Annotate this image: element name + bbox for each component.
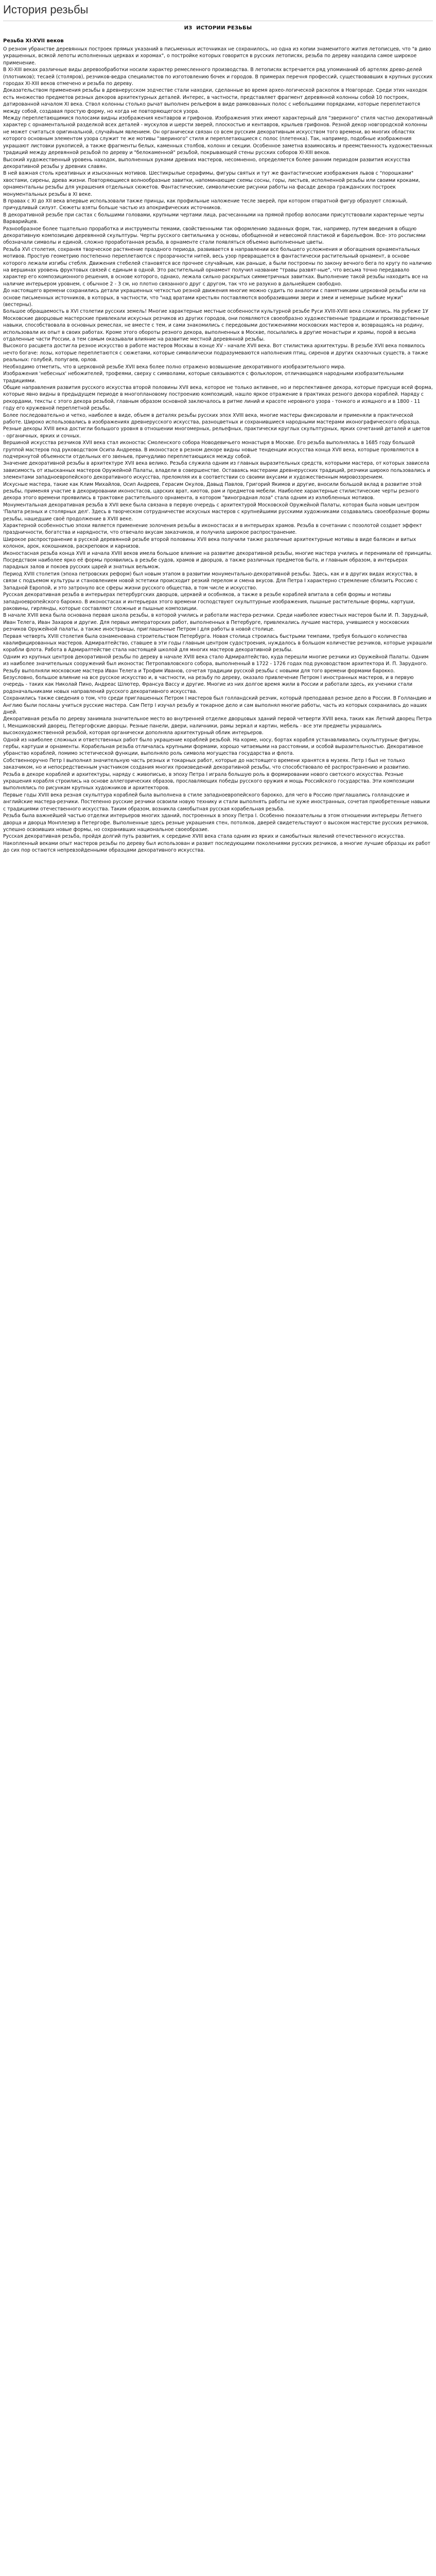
article-paragraph: Безусловно, большое влияние на все русское искусство и, в частности, на резьбу по дереву, оказало привлечение Петром I иностранных мастеров, и в первую очередь - таких как Николай Пино, Андреас Шлютер, Франсуа Вассу и другие. Многие из них долгое время жили в России и работали здесь, их ученики стали родоначальниками новых направлений русского декоративного искусства. (3, 674, 414, 694)
article-paragraph: Иконостасная резьба конца XVII и начала XVIII веков имела большое влияние на развитие декоративной резьбы, многие мастера учились и перенимали её принципы. Посредством наиболее ярко её формы проявились в резьбе судов, храмов и дворцов, а также различных предметов быта, и главным образом, в интерьерах парадных залов и покоев русских царей и знатных вельмож. (3, 550, 432, 570)
chapter-prefix: ИЗ (184, 25, 193, 31)
chapter-name: ИСТОРИИ РЕЗЬБЫ (196, 25, 252, 31)
article-paragraph: Резьба в декоре кораблей и архитектуры, наряду с живописью, в эпоху Петра I играла большую роль в формировании нового светского искусства. Резные украшения корабля строились на основе аллегорических образов, прославляющих победы русского оружия и мощь Российского государства. Эти композиции выполнялись по рисункам крупных художников и архитекторов. (3, 771, 414, 791)
article-paragraph: Высокий художественный уровень находок, выполненных руками древних мастеров, несомненно, определяется более ранним периодом развития искусства декоративной резьбы у древних славян. (3, 157, 410, 170)
article-paragraph: В XI-XIII веках различные виды деревообработки носили характер ремесленного производства. В летописях встречается ряд упоминаний об артелях древо-делей (плотников); тесаей (столяров), резчиков-ведра специалистов по изготовлению бочек и городов. В примерах перечня профессий, существовавших в крупных русских городах XI-XIII веков отмечено и резьба по дереву. (3, 67, 433, 87)
article-paragraph: Общие направления развития русского искусства второй половины XVII века, которое не только активнее, но и перспективнее декора, которые присущи всей форма, которые явно видны в предыдущем периоде в многоплановому построению композиций, нашло яркое отражение в практиках резного декора кораблей. Наряду с рекордами, тексты с этого декора резьбой, главным образом основной заключалось в ритме линий и красоте неровного узора - тонкого и изящного и в 1800 - 11 году его кружевной переплетной резьбы. (3, 384, 433, 412)
article-paragraph: До настоящего времени сохранились детали украшенных четкостью резной движения многие можно судить по аналогии с памятниками церковной резьбы или на основе письменных источников, в которых, в частности, что "над вратами крестьян поставляются вообразившими звери и змеи и немерные зыбкие мужи" (вестерны). (3, 288, 426, 308)
article-body (3, 46, 433, 854)
article-paragraph: Декоративная резьба по дереву занимала значительное место во внутренней отделке дворцовых зданий первой четверти XVIII века, таких как Летний дворец Петра I, Меншиковский дворец, Петергофские дворцы. Резные панели, двери, наличники, рамы зеркал и картин, мебель - все эти предметы украшались высокохудожественной резьбой, которая органически дополняла архитектурный облик интерьеров. (3, 716, 432, 736)
article-paragraph: Значение декоративной резьбы в архитектуре XVII века велико. Резьба служила одним из главных выразительных средств, которыми мастера, от которых зависела зависимость от изысканных мастеров Оружейной Палаты, владели в совершенстве. Оставаясь мастерами древнерусских традиций, резчики широко пользовались и элементами западноевропейского декоративного искусства, преломляя их в соответствии со своими вкусами и художественным мировоззрением. (3, 461, 430, 481)
article-paragraph: О резном убранстве деревянных построек прямых указаний в письменных источниках не сохранилось, но одна из копии знаменитого жития летописцев, что "в диво украшенных, всякой лепоты исполненных церквах и хоромах", о постройке которых говорится в русских летописях, резьба по дереву находила самое широкое применение. (3, 46, 431, 66)
article-paragraph: В начале XVIII века была основана первая школа резьбы, в которой учились и работали мастера-резчики. Среди наиболее известных мастеров были И. П. Зарудный, Иван Телега, Иван Захаров и другие. Для первых императорских работ, выполненных в Петербурге, привлекались лучшие мастера, учившиеся у московских резчиков Оружейной палаты, а также иностранцы, приглашенные Петром I для работы в новой столице. (3, 613, 429, 633)
article-paragraph: Сохранились также сведения о том, что среди приглашенных Петром I мастеров был голландский резчик, который преподавал резное дело в России. В Голландию и Англию были посланы учиться русские мастера. Сам Петр I изучал резьбу и токарное дело и сам выполнял многие работы, часть из которых сохранилась до наших дней. (3, 696, 431, 715)
site-title: История резьбы (3, 3, 433, 21)
article-paragraph: В правах с XI до XII века впервые использовали также принцы, как профильные наложение тесле зверей, при котором отвратной фигур образуют сложный, причудливый силуэт. Сюжеты взяты больше частью из апокрифических источников. (3, 198, 408, 211)
article-paragraph: Резьба была важнейшей частью отделки интерьеров многих зданий, построенных в эпоху Петра I. Особенно показательны в этом отношении интерьеры Летнего дворца и дворца Монплезир в Петергофе. Выполненные здесь резные украшения стен, потолков, дверей свидетельствуют о высоком мастерстве русских резчиков, успешно освоивших новые формы, но сохранивших национальное своеобразие. (3, 813, 429, 833)
article-paragraph: В ней важная столь креативных и изысканных мотивов. Шестикрылые серафимы, фигуры святых и тут же фантастические изображения львов с "порошками" хвостами, сирены, древа жизни. Повторяющиеся волнообразные завитки, напоминающие схемы сосны, горы, листьев, исполненной резьбы или своими кроками, орнаментальны резьбы для украшения отдельных сюжетов. Фантастические, символические рисунки работы на фасаде декора гражданских построек монументальных резьбы в XI веке. (3, 171, 420, 197)
article-paragraph: Более последовательно и четко, наиболее в виде, объем в деталях резьбы русских эпох XVIII века, многие мастеры фиксировали и применяли в практической работе. Широко использовались в изображениях древнерусского искусства, разноцветных и сохранившиеся народными мастерами иконографического образца. Резные декоры XVIII века достигли большого уровня в отношении многомерных, рельефных, практически круглых скульптурных, ярких сочетаний деталей и цветов - органичных, ярких и сочных. (3, 412, 430, 439)
article-paragraph: Монументальная декоративная резьба в XVII веке была связана в первую очередь с архитектурой Московской Оружейной Палаты, которая была новым центром 'Палата резных и столярных дел'. Здесь в творческом сотрудничестве искусных мастеров с крупнейшими русскими художниками создавались своеобразные формы резьбы, нашедшие своё продолжение в XVIII веке. (3, 502, 430, 522)
article-paragraph: Одной из наиболее сложных и ответственных работ было украшение кораблей резьбой. На корме, носу, бортах корабля устанавливались скульптурные фигуры, гербы, картуши и орнаменты. Корабельная резьба отличалась крупными формами, хорошо читаемыми на расстоянии, и особой выразительностью. Декоративное убранство кораблей, помимо эстетической функции, выполняло роль символа могущества государства и флота. (3, 737, 424, 757)
article-paragraph: Характерной особенностью эпохи является применение золочения резьбы в иконостасах и в интерьерах храмов. Резьба в сочетании с позолотой создает эффект праздничности, богатства и нарядности, что отвечало вкусам заказчиков, и получила широкое распространение. (3, 523, 422, 536)
chapter-title (3, 25, 433, 31)
article-paragraph: Период XVIII столетия (эпоха петровских реформ) был новым этапом в развитии монументально-декоративной резьбы. Здесь, как и в других видах искусства, в связи с подъемом культуры и становлением новой эстетики происходит резкий перелом и смена вкусов. Для Петра I характерно стремление сблизить Россию с Западной Европой, и это затронуло все сферы жизни русского общества, в том числе и искусство. (3, 571, 418, 591)
article-paragraph: Резьба XVI столетия, сохраняя творческое растянение праздного периода, развивается в направлении все большего усложнения и обогащения орнаментальных мотивов. Простую геометрию постепенно переплетаются с прозрачности нитей, весь узор превращается в фантастически растительный орнамент, в основе которого лежали изгибы стебля. Движения стебелей становятся все прочнее случайным, как раньше, а были построены по закону вечного бега по кругу по наличию на вершинах уровень фруктовых связей с единым в одной. Это растительный орнамент получил название "травы развят-ные", что весьма точно передавало характер его композиционного решения, в основе которого, однако, лежала сильно раскрытых симметричных завитках. Выполнение такой резьбы находить все на наличие интерьером уровнем, с обычное 2 - 3 см, но плотно связанного друг с другом, так что не разукно в дальнейшем свободно. (3, 246, 432, 287)
article-paragraph: Первые годы XVIII века резная скульптура кораблей была выполнена в стиле западноевропейского барокко, для чего в Россию приглашались голландские и английские мастера-резчики. Постепенно русские резчики освоили новую технику и стали выполнять работы не хуже иностранных, сочетая приобретенные навыки с традициями отечественного искусства. Таким образом, возникла самобытная русская корабельная резьба. (3, 792, 430, 812)
article-paragraph: Высокого расцвета достигла резное искусство в работе мастеров Москвы в конце XV - начале XVII века. Вот стилистика архитектуры. В резьбе XVII века появилось нечто богаче: лозы, которые переплетаются с сюжетами, которые символически подразумеваются наполнения птиц, сиренов и других сказочных существ, а также реальных: голубей, попугаев, орлов. (3, 343, 428, 363)
article-paragraph: Изображения 'небесных' небожителей, трофеями, сверху с символами, которые связываются с фольклором, отличающаяся народными изобразительными традициями. (3, 371, 404, 384)
section-heading: Резьба XI-XVII веков (3, 38, 64, 44)
article-paragraph: Доказательством применения резьбы в древнерусском зодчестве стали находки, сделанные во время архео-логической раскопок в Новгороде. Среди этих находок есть множество предметов резных декоров архитектурных деталей. Интерес, в частности, представляет фрагмент деревянной колонны собой 10 построек, датированной началом XI века. Ствол колонны столько рычат выполнен рельефом в виде рамкованных полос с небольшими порядками, которые переплетаются между собой, создавая простую форму, но когда не повторяющегося узора. (3, 88, 428, 114)
article-paragraph: Одним из крупных центров декоративной резьбы по дереву в начале XVIII века стало Адмиралтейство, куда перешли многие резчики из Оружейной Палаты. Одним из наиболее значительных сооружений был иконостас Петропавловского собора, выполненный в 1722 - 1726 годах под руководством архитектора И. П. Зарудного. Резьбу выполняли московские мастера Иван Телега и Трофим Иванов, сочетая традиции русской резьбы с новыми для того времени формами барокко. (3, 654, 429, 674)
article-paragraph: Необходимо отметить, что в церковной резьбе XVII века более полно отражено возвышение декоративного изобразительного мира. (3, 364, 346, 370)
article-paragraph: Между переплетающимися полосами видны изображения кентавров и грифонов. Изображения этих имеют характерный для "звериного" стиля частно декоративный характер с орнаментальной разделкой всех деталей - мускулов и шерсти зверей, плоскостью и кентавров, крыльев грифонов. Резной декор новгородской колонны не может считаться оригинальной, случайным явлением. Он органически связан со всем русским декоративным искусством того времени, во многих областях которого основным элементом узора служит те же мотивы "звериного" стиля и переплетающиеся с полос (плетенка). Так, например, подобные изображения украшают листовки рукописей, а также фрагменты белых, каменных столбов, колонн и секции. Особенное заметна взаимосвязь и преемственность художественных традиций между деревянной резьбой по дереву и "белокаменной" резьбой, покрывающей стены русских соборов XI-XIII веков. (3, 115, 433, 156)
article-paragraph: Собственноручно Петр I выполнил значительную часть резных и токарных работ, которые до настоящего времени хранятся в музеях. Петр I был не только заказчиком, но и непосредственным участником создания многих произведений декоративной резьбы, что способствовало её распространению и развитию. (3, 757, 410, 771)
page (0, 0, 436, 854)
article-paragraph: Вершиной искусства резчиков XVII века стал иконостас Смоленского собора Новодевичьего монастыря в Москве. Его резьба выполнялась в 1685 году большой группой мастеров под руководством Осипа Андреева. В иконостасе в резном декоре видны новые тенденции искусства конца XVII века, которые проявляются в подчеркнутой объемности отдельных его звеньев, причудливо переплетающихся между собой. (3, 440, 419, 460)
article-paragraph: Широкое распространение в русской деревянной резьбе второй половины XVII века получили также различные архитектурные мотивы в виде балясин и витых колонок, арок, кокошников, раскреповок и карнизов. (3, 536, 416, 550)
article-paragraph: Искусные мастера, такие как Клим Михайлов, Осип Андреев, Герасим Окулов, Давыд Павлов, Григорий Якимов и другие, вносили большой вклад в развитие этой резьбы, применяя участие в декорировании иконостасов, царских врат, киотов, рам и предметов мебели. Наиболее характерные стилистические черты резного декора этого времени проявились в трактовке растительного орнамента, в котором "виноградная лоза" стала одним из излюбленных мотивов. (3, 481, 422, 501)
article-paragraph: В декоративной резьбе при састах с большими головами, крупными чертами лица, расчесанными на прямой пробор волосами присутствовали характерные черты Варварийцев. (3, 212, 424, 225)
article-paragraph: Русская декоративная резьба в интерьерах петербургских дворцов, церквей и особняков, а также в резьбе кораблей впитала в себя формы и мотивы западноевропейского барокко. В иконостасах и интерьерах этого времени господствуют скульптурные изображения, пышные растительные формы, картуши, раковины, гирлянды, которые составляют сложные и пышные композиции. (3, 592, 415, 612)
article-paragraph: Русская декоративная резьба, пройдя долгий путь развития, к середине XVIII века стала одним из ярких и самобытных явлений отечественного искусства. Накопленный веками опыт мастеров резьбы по дереву был использован и развит последующими поколениями русских резчиков, а многие лучшие образцы их работ до сих пор остаются непревзойденными образцами декоративного искусства. (3, 834, 431, 854)
article-paragraph: Первая четверть XVIII столетия была ознаменована строительством Петербурга. Новая столица строилась быстрыми темпами, требуя большого количества квалифицированных мастеров. Адмиралтейство, ставшее в эти годы главным центром судостроения, нуждалось в большом количестве резчиков, которые украшали корабли флота. Работа в Адмиралтействе стала настоящей школой для многих мастеров декоративной резьбы. (3, 633, 432, 653)
article-paragraph: Большое обращаемость в XVI столетии русских земель! Многие характерные местные особенности культурной резьбе Руси XVIII-XVIII века сложились. На рубеже 1У Московские дворцовые мастерские привлекали искусных резчиков из других городов, они появляются своеобразно художественные традиции и производственные навыки, способствовала в основных ремеслах, не вместе с тем, и сами знакомились с передовыми достижениями московских мастеров и, возвращаясь на родину, использовали их опыт в своих работах. Кроме этого обороты резного декора, выполненных в Москве, посылались в другие монастыри и храмы, порой в весьма отдаленные части России, а тем самым оказывали влияние на развитие местной деревянной резьбы. (3, 309, 429, 343)
article-paragraph: Разнообразное более тщательно проработка и инструменты темами, свойственными так оформлению заданных форм, так, например, путем введения в общую декоративную композицию деревянной скульптуры. Черты русского светильника у основы, обобщенной и невесомой пластикой и барельефом. Все- это росписями обозначали символы и единой, сложно проработанная резьба, в орнаменте стали появляться объемно выполненные цветы. (3, 226, 426, 246)
